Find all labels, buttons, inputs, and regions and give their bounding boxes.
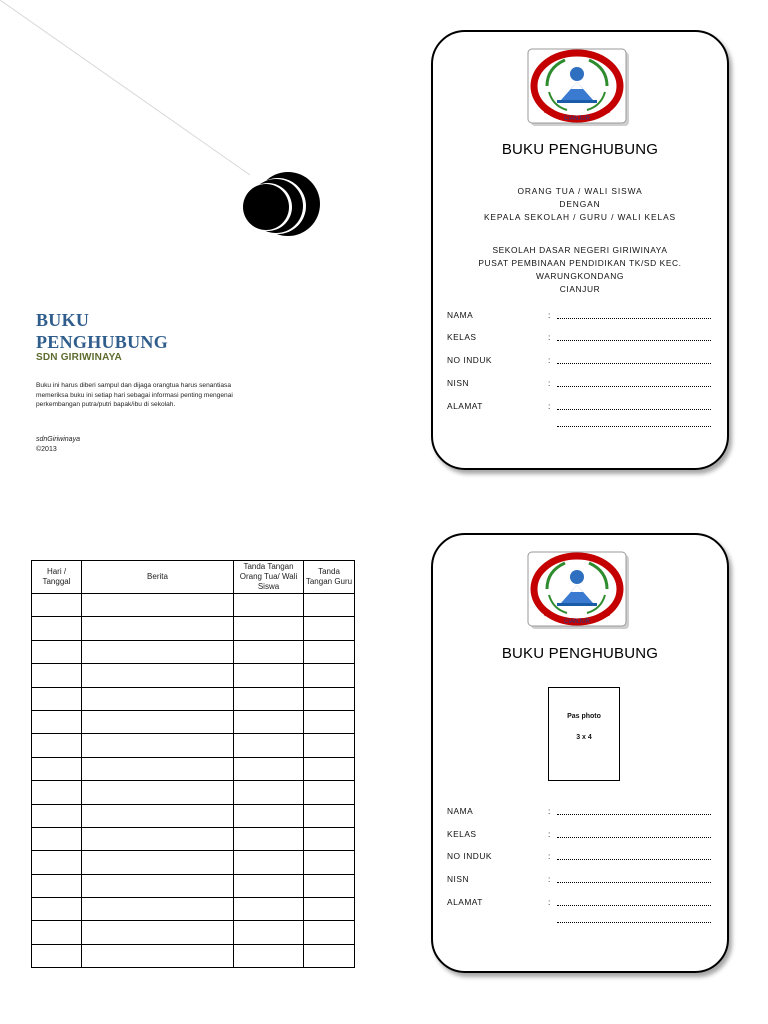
table-cell[interactable] <box>82 687 234 710</box>
back-title-line2: PENGHUBUNG <box>36 332 169 352</box>
table-cell[interactable] <box>304 687 355 710</box>
table-cell[interactable] <box>32 827 82 850</box>
table-cell[interactable] <box>234 827 304 850</box>
photo-card <box>431 533 729 973</box>
table-cell[interactable] <box>82 734 234 757</box>
table-cell[interactable] <box>234 804 304 827</box>
field-fill-line[interactable] <box>557 903 711 906</box>
table-cell[interactable] <box>82 874 234 897</box>
field-label: NISN <box>447 874 470 884</box>
svg-text:CIANJUR: CIANJUR <box>563 619 591 625</box>
svg-text:CIANJUR: CIANJUR <box>563 116 591 122</box>
table-cell[interactable] <box>32 874 82 897</box>
table-cell[interactable] <box>82 781 234 804</box>
table-cell[interactable] <box>304 594 355 617</box>
field-colon: : <box>548 401 551 411</box>
field-colon: : <box>548 874 551 884</box>
field-fill-line[interactable] <box>557 835 711 838</box>
back-cover-year: ©2013 <box>36 446 57 453</box>
table-cell[interactable] <box>234 757 304 780</box>
table-cell[interactable] <box>82 617 234 640</box>
table-cell[interactable] <box>234 617 304 640</box>
table-cell[interactable] <box>32 921 82 944</box>
table-cell[interactable] <box>82 594 234 617</box>
back-cover-signature: sdnGiriwinaya <box>36 436 80 443</box>
table-row <box>32 944 355 967</box>
field-fill-line[interactable] <box>557 407 711 410</box>
back-title-line1: BUKU <box>36 310 90 330</box>
field-nisn <box>447 378 717 390</box>
field-nisn <box>447 874 717 886</box>
school-line1: SEKOLAH DASAR NEGERI GIRIWINAYA <box>492 245 668 255</box>
table-row <box>32 664 355 687</box>
header-teacher-signature: Tanda Tangan Guru <box>304 561 355 594</box>
table-cell[interactable] <box>32 710 82 733</box>
field-label: NO INDUK <box>447 851 492 861</box>
table-cell[interactable] <box>82 757 234 780</box>
field-label: ALAMAT <box>447 897 483 907</box>
table-cell[interactable] <box>304 851 355 874</box>
table-row <box>32 781 355 804</box>
header-parent-signature: Tanda Tangan Orang Tua/ Wali Siswa <box>234 561 304 594</box>
table-cell[interactable] <box>82 898 234 921</box>
table-cell[interactable] <box>32 687 82 710</box>
field-colon: : <box>548 806 551 816</box>
field-alamat <box>447 897 717 909</box>
table-cell[interactable] <box>304 944 355 967</box>
table-cell[interactable] <box>304 781 355 804</box>
field-alamat-line2[interactable] <box>557 424 711 427</box>
field-fill-line[interactable] <box>557 338 711 341</box>
subtitle-line1: ORANG TUA / WALI SISWA <box>517 186 643 196</box>
table-cell[interactable] <box>234 851 304 874</box>
table-cell[interactable] <box>304 664 355 687</box>
front-card-subtitle <box>433 185 727 224</box>
circles-logo-icon <box>240 170 320 240</box>
field-colon: : <box>548 897 551 907</box>
table-cell[interactable] <box>82 804 234 827</box>
table-cell[interactable] <box>32 944 82 967</box>
field-nama <box>447 806 717 818</box>
table-row <box>32 734 355 757</box>
table-row <box>32 921 355 944</box>
back-cover-subtitle: SDN GIRIWINAYA <box>36 352 122 363</box>
back-cover-description: Buku ini harus diberi sampul dan dijaga orangtua harus senantiasa memeriksa buku ini setiap hari sebagai informasi penting mengenai perkembangan putra/putri bapak/ibu di sekolah. <box>36 382 233 409</box>
table-cell[interactable] <box>32 851 82 874</box>
field-label: KELAS <box>447 332 477 342</box>
table-cell[interactable] <box>82 827 234 850</box>
field-colon: : <box>548 378 551 388</box>
field-no-induk <box>447 851 717 863</box>
photo-card-title: BUKU PENGHUBUNG <box>501 645 659 662</box>
table-cell[interactable] <box>234 664 304 687</box>
field-colon: : <box>548 829 551 839</box>
table-row <box>32 710 355 733</box>
table-row <box>32 851 355 874</box>
table-row <box>32 804 355 827</box>
table-cell[interactable] <box>82 944 234 967</box>
field-fill-line[interactable] <box>557 880 711 883</box>
photo-placeholder[interactable] <box>548 687 620 781</box>
table-cell[interactable] <box>82 710 234 733</box>
table-row <box>32 594 355 617</box>
field-kelas <box>447 332 717 344</box>
photo-size: 3 x 4 <box>576 734 592 741</box>
subtitle-line2: DENGAN <box>559 199 601 209</box>
table-row <box>32 687 355 710</box>
table-cell[interactable] <box>32 594 82 617</box>
front-cover-card <box>431 30 729 470</box>
field-colon: : <box>548 332 551 342</box>
field-label: NISN <box>447 378 470 388</box>
field-alamat <box>447 401 717 413</box>
table-row <box>32 617 355 640</box>
photo-label: Pas photo <box>567 713 601 720</box>
field-colon: : <box>548 310 551 320</box>
school-emblem-icon <box>527 551 631 631</box>
table-cell[interactable] <box>32 664 82 687</box>
header-date: Hari / Tanggal <box>32 561 82 594</box>
field-label: NAMA <box>447 806 474 816</box>
table-cell[interactable] <box>32 640 82 663</box>
header-news: Berita <box>82 561 234 594</box>
table-cell[interactable] <box>304 617 355 640</box>
table-row <box>32 827 355 850</box>
field-colon: : <box>548 851 551 861</box>
table-cell[interactable] <box>304 757 355 780</box>
table-cell[interactable] <box>234 734 304 757</box>
table-cell[interactable] <box>234 594 304 617</box>
field-kelas <box>447 829 717 841</box>
field-label: KELAS <box>447 829 477 839</box>
field-label: NAMA <box>447 310 474 320</box>
table-cell[interactable] <box>32 757 82 780</box>
table-row <box>32 898 355 921</box>
table-cell[interactable] <box>82 851 234 874</box>
field-alamat-line2[interactable] <box>557 920 711 923</box>
front-card-school-info <box>433 244 727 296</box>
table-cell[interactable] <box>234 921 304 944</box>
table-cell[interactable] <box>82 640 234 663</box>
field-fill-line[interactable] <box>557 857 711 860</box>
table-cell[interactable] <box>32 734 82 757</box>
field-fill-line[interactable] <box>557 384 711 387</box>
table-cell[interactable] <box>304 874 355 897</box>
field-colon: : <box>548 355 551 365</box>
school-line2: PUSAT PEMBINAAN PENDIDIKAN TK/SD KEC. WARUNGKONDANG <box>478 258 682 281</box>
table-body <box>32 594 355 968</box>
table-cell[interactable] <box>304 827 355 850</box>
field-no-induk <box>447 355 717 367</box>
school-line3: CIANJUR <box>559 284 601 294</box>
field-label: ALAMAT <box>447 401 483 411</box>
table-cell[interactable] <box>234 944 304 967</box>
table-cell[interactable] <box>234 710 304 733</box>
table-cell[interactable] <box>32 804 82 827</box>
table-row <box>32 640 355 663</box>
table-cell[interactable] <box>304 898 355 921</box>
table-row <box>32 874 355 897</box>
table-cell[interactable] <box>234 640 304 663</box>
table-cell[interactable] <box>234 898 304 921</box>
subtitle-line3: KEPALA SEKOLAH / GURU / WALI KELAS <box>483 212 677 222</box>
communication-log-table <box>31 560 355 968</box>
table-cell[interactable] <box>234 874 304 897</box>
field-nama <box>447 310 717 322</box>
table-cell[interactable] <box>304 921 355 944</box>
table-cell[interactable] <box>82 921 234 944</box>
table-cell[interactable] <box>32 781 82 804</box>
table-row <box>32 757 355 780</box>
table-cell[interactable] <box>304 710 355 733</box>
front-card-title: BUKU PENGHUBUNG <box>501 141 659 158</box>
table-header-row <box>32 561 355 594</box>
field-fill-line[interactable] <box>557 361 711 364</box>
table-cell[interactable] <box>234 687 304 710</box>
table-cell[interactable] <box>32 898 82 921</box>
table-cell[interactable] <box>304 734 355 757</box>
field-fill-line[interactable] <box>557 812 711 815</box>
field-label: NO INDUK <box>447 355 492 365</box>
table-cell[interactable] <box>304 640 355 663</box>
table-cell[interactable] <box>82 664 234 687</box>
table-cell[interactable] <box>32 617 82 640</box>
table-cell[interactable] <box>304 804 355 827</box>
field-fill-line[interactable] <box>557 316 711 319</box>
table-cell[interactable] <box>234 781 304 804</box>
school-emblem-icon <box>527 48 631 128</box>
back-cover-title <box>36 309 236 353</box>
